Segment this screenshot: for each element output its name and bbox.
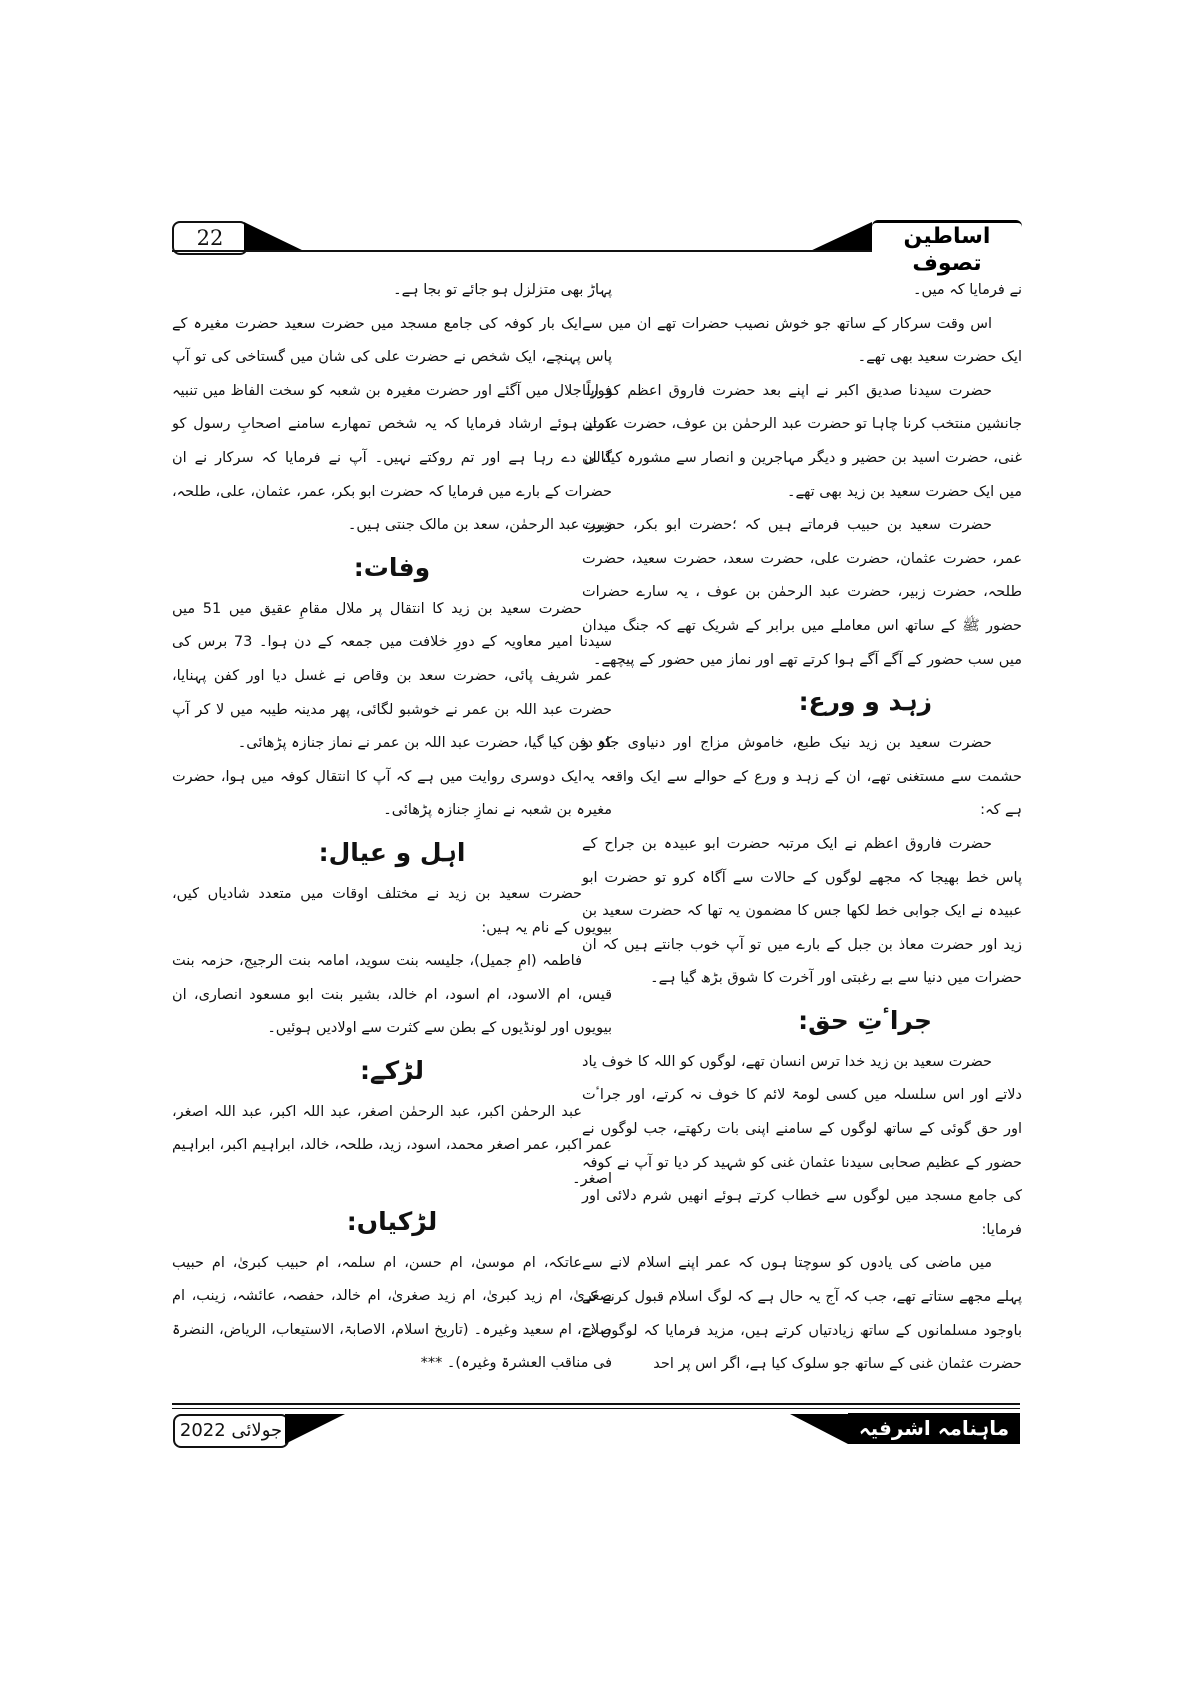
paragraph: نے فرمایا کہ میں۔ [912, 282, 1022, 298]
section-heading: وفات: [353, 552, 431, 582]
paragraph: میں ماضی کی یادوں کو سوچتا ہوں کہ عمر اپنے اسلام لانے سے پہلے مجھے ستاتے تھے، جب کہ آج یہ حال ہے کہ لوگ اسلام قبول کرنے کے باوجود مسلمانوں کے ساتھ زیادتیاں کرتے ہیں، مزید فرمایا کہ لوگوں نے حضرت عثمان غنی کے ساتھ جو سلوک کیا ہے، اگر اس پر احد [582, 1255, 1022, 1373]
right-column [582, 274, 1022, 1382]
section-heading: لڑکے: [359, 1055, 425, 1085]
issue-date: جولائی 2022 [173, 1414, 289, 1448]
section-heading: اہل و عیال: [318, 837, 466, 867]
paragraph: حضرت سعید بن زید نیک طبع، خاموش مزاج اور دنیاوی جاہ و حشمت سے مستغنی تھے، ان کے زہد و ورع کے حوالے سے ایک واقعہ یہ ہے کہ: [582, 735, 1022, 819]
header-wedge-left [244, 222, 306, 252]
page-number: 22 [172, 221, 248, 255]
paragraph: عبد الرحمٰن اکبر، عبد الرحمٰن اصغر، عبد اللہ اکبر، عبد اللہ اصغر، عمر اکبر، عمر اصغر محمد، اسود، زید، طلحہ، خالد، ابراہیم اکبر، ابراہیم اصغر۔ [172, 1103, 612, 1188]
section-heading: لڑکیاں: [346, 1206, 438, 1236]
footer-rule-bottom [172, 1408, 1020, 1409]
section-heading: جراٴتِ حق: [798, 1005, 932, 1035]
paragraph: اس وقت سرکار کے ساتھ جو خوش نصیب حضرات تھے ان میں سے ایک حضرت سعید بھی تھے۔ [582, 315, 1022, 366]
footer-wedge-right [790, 1414, 848, 1444]
paragraph: ایک دوسری روایت میں ہے کہ آپ کا انتقال کوفہ میں ہوا، حضرت مغیرہ بن شعبہ نے نمازِ جنازہ پڑھائی۔ [172, 768, 612, 819]
paragraph: پہاڑ بھی متزلزل ہو جائے تو بجا ہے۔ [393, 282, 612, 298]
footer-rule-top [172, 1403, 1020, 1405]
paragraph: حضرت سعید بن زید خدا ترس انسان تھے، لوگوں کو اللہ کا خوف یاد دلاتے اور اس سلسلہ میں کسی لومۃ لائم کا خوف نہ کرتے، اور جراٴت اور حق گوئی کے ساتھ لوگوں کے سامنے اپنی بات رکھتے، جب لوگوں نے حضور کے عظیم صحابی سیدنا عثمان غنی کو شہید کر دیا تو آپ نے کوفہ کی جامع مسجد میں لوگوں سے خطاب کرتے ہوئے انھیں شرم دلائی اور فرمایا: [582, 1053, 1022, 1238]
paragraph: حضرت فاروق اعظم نے ایک مرتبہ حضرت ابو عبیدہ بن جراح کے پاس خط بھیجا کہ مجھے لوگوں کے حالات سے آگاہ کرو تو حضرت ابو عبیدہ نے ایک جوابی خط لکھا جس کا مضمون یہ تھا کہ حضرت سعید بن زید اور حضرت معاذ بن جبل کے بارے میں تو آپ خوب جانتے ہیں کہ ان حضرات میں دنیا سے بے رغبتی اور آخرت کا شوق بڑھ گیا ہے۔ [582, 835, 1022, 987]
magazine-name: ماہنامہ اشرفیہ [848, 1413, 1020, 1444]
footer-wedge-left [285, 1414, 345, 1444]
paragraph: حضرت سعید بن زید نے مختلف اوقات میں متعدد شادیاں کیں، بیویوں کے نام یہ ہیں: [172, 885, 612, 936]
header-wedge-right [808, 222, 872, 252]
section-title: اساطین تصوف [872, 220, 1022, 253]
paragraph: ایک بار کوفہ کی جامع مسجد میں حضرت سعید حضرت مغیرہ کے پاس پہنچے، ایک شخص نے حضرت علی کی شان میں گستاخی کی تو آپ فوراً جلال میں آگئے اور حضرت مغیرہ بن شعبہ کو سخت الفاظ میں تنبیہ کرتے ہوئے ارشاد فرمایا کہ یہ شخص تمھارے سامنے اصحابِ رسول کو گالی دے رہا ہے اور تم روکتے نہیں۔ آپ نے فرمایا کہ سرکار نے ان حضرات کے بارے میں فرمایا کہ حضرت ابو بکر، عمر، عثمان، علی، طلحہ، زبیر، عبد الرحمٰن، سعد بن مالک جنتی ہیں۔ [172, 315, 612, 534]
section-heading: زہد و ورع: [798, 687, 932, 717]
paragraph: حضرت سعید بن زید کا انتقال پر ملال مقامِ عقیق میں 51 میں سیدنا امیر معاویہ کے دورِ خلافت میں جمعہ کے دن ہوا۔ 73 برس کی عمر شریف پائی، حضرت سعد بن وقاص نے غسل دیا اور کفن پہنایا، حضرت عبد اللہ بن عمر نے خوشبو لگائی، پھر مدینہ طیبہ میں لا کر آپ کو دفن کیا گیا، حضرت عبد اللہ بن عمر نے نماز جنازہ پڑھائی۔ [172, 600, 612, 752]
left-column [172, 274, 612, 1381]
paragraph: فاطمہ (امِ جمیل)، جلیسہ بنت سوید، امامہ بنت الرجیج، حزمہ بنت قیس، ام الاسود، ام اسود، ام خالد، بشیر بنت ابو مسعود انصاری، ان بیویوں اور لونڈیوں کے بطن سے کثرت سے اولادیں ہوئیں۔ [172, 953, 612, 1037]
paragraph: حضرت سعید بن حبیب فرماتے ہیں کہ ؛حضرت ابو بکر، حضرت عمر، حضرت عثمان، حضرت علی، حضرت سعد، حضرت سعید، حضرت طلحہ، حضرت زبیر، حضرت عبد الرحمٰن بن عوف ، یہ سارے حضرات حضور ﷺ کے ساتھ اس معاملے میں برابر کے شریک تھے کہ جنگ میدان میں سب حضور کے آگے آگے ہوا کرتے تھے اور نماز میں حضور کے پیچھے۔ [582, 517, 1022, 668]
paragraph: حضرت سیدنا صدیق اکبر نے اپنے بعد حضرت فاروق اعظم کو اپنا جانشین منتخب کرنا چاہا تو حضرت عبد الرحمٰن بن عوف، حضرت عثمان غنی، حضرت اسید بن حضیر و دیگر مہاجرین و انصار سے مشورہ کیا، ان میں ایک حضرت سعید بن زید بھی تھے۔ [582, 382, 1022, 500]
paragraph: عاتکہ، ام موسیٰ، ام حسن، ام سلمہ، ام حبیب کبریٰ، ام حبیب صغریٰ، ام زید کبریٰ، ام زید صغریٰ، ام خالد، حفصہ، عائشہ، زینب، ام صلاح، ام سعید وغیرہ۔ (تاریخ اسلام، الاصابۃ، الاستیعاب، الریاض، النضرۃ فی مناقب العشرۃ وغیرہ)۔ *** [172, 1254, 612, 1372]
